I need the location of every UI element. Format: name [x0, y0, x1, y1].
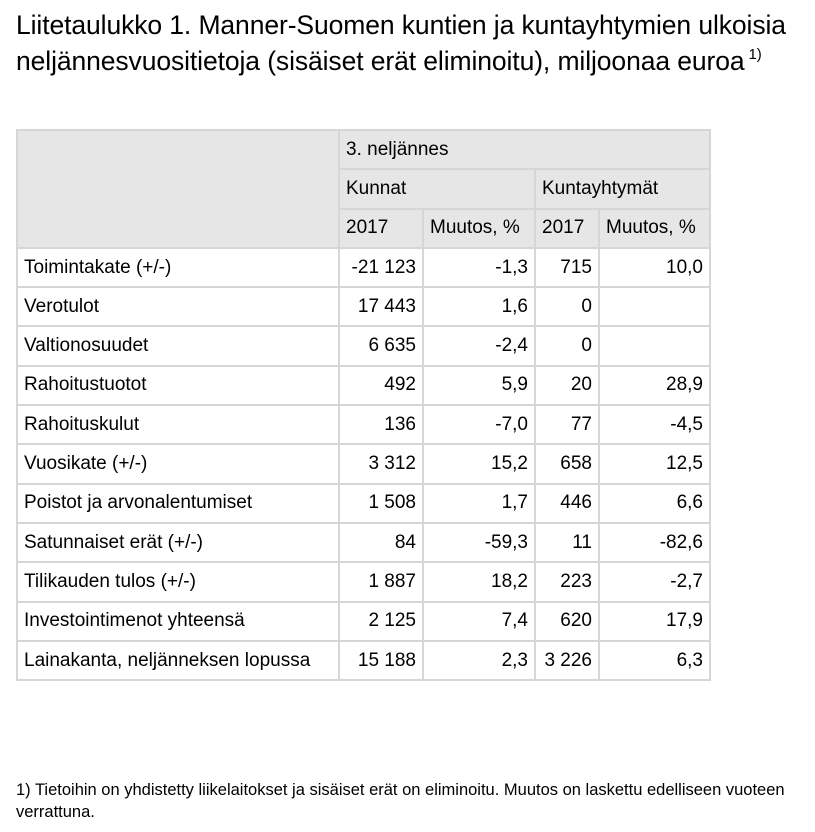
kuntayhtymat-2017-value: 0: [535, 326, 599, 365]
kunnat-2017-value: -21 123: [339, 248, 423, 287]
kuntayhtymat-change-value: 17,9: [599, 602, 710, 641]
kuntayhtymat-change-value: [599, 326, 710, 365]
kunnat-change-value: -59,3: [423, 523, 535, 562]
table-row: [17, 602, 710, 641]
kuntayhtymat-change-value: 12,5: [599, 444, 710, 483]
kuntayhtymat-change-value: 28,9: [599, 366, 710, 405]
row-label: Toimintakate (+/-): [17, 248, 339, 287]
kuntayhtymat-2017-value: 0: [535, 287, 599, 326]
kuntayhtymat-change-value: -4,5: [599, 405, 710, 444]
header-row-quarter: [17, 130, 710, 169]
kunnat-change-value: 18,2: [423, 562, 535, 601]
row-label: Rahoitustuotot: [17, 366, 339, 405]
row-label: Valtionosuudet: [17, 326, 339, 365]
table-row: [17, 405, 710, 444]
kunnat-2017-value: 136: [339, 405, 423, 444]
page-title-text: Liitetaulukko 1. Manner-Suomen kuntien ja kuntayhtymien ulkoisia neljännesvuositietoja (sisäiset erät eliminoitu), miljoonaa euroa: [16, 10, 786, 76]
row-label: Satunnaiset erät (+/-): [17, 523, 339, 562]
kuntayhtymat-2017-value: 658: [535, 444, 599, 483]
header-kuntayhtymat-change: Muutos, %: [599, 209, 710, 248]
kunnat-change-value: 1,6: [423, 287, 535, 326]
header-kuntayhtymat-year: 2017: [535, 209, 599, 248]
kunnat-change-value: -7,0: [423, 405, 535, 444]
table-row: [17, 287, 710, 326]
table-header: [17, 130, 710, 248]
kunnat-change-value: 7,4: [423, 602, 535, 641]
kuntayhtymat-2017-value: 20: [535, 366, 599, 405]
kunnat-change-value: 5,9: [423, 366, 535, 405]
kuntayhtymat-change-value: 6,3: [599, 641, 710, 680]
header-group-kunnat: Kunnat: [339, 169, 535, 208]
page-title: [16, 8, 811, 79]
kuntayhtymat-change-value: 10,0: [599, 248, 710, 287]
header-kunnat-year: 2017: [339, 209, 423, 248]
table-row: [17, 248, 710, 287]
table-row: [17, 523, 710, 562]
kunnat-2017-value: 6 635: [339, 326, 423, 365]
kuntayhtymat-2017-value: 715: [535, 248, 599, 287]
kuntayhtymat-change-value: -82,6: [599, 523, 710, 562]
kunnat-change-value: 15,2: [423, 444, 535, 483]
kunnat-2017-value: 492: [339, 366, 423, 405]
footnote-reference: 1): [748, 45, 762, 63]
kuntayhtymat-2017-value: 77: [535, 405, 599, 444]
kunnat-change-value: 1,7: [423, 484, 535, 523]
kunnat-2017-value: 17 443: [339, 287, 423, 326]
header-group-kuntayhtymat: Kuntayhtymät: [535, 169, 710, 208]
table-body: [17, 248, 710, 680]
kunnat-2017-value: 15 188: [339, 641, 423, 680]
kunnat-2017-value: 84: [339, 523, 423, 562]
kuntayhtymat-change-value: 6,6: [599, 484, 710, 523]
row-label: Poistot ja arvonalentumiset: [17, 484, 339, 523]
header-corner-cell: [17, 130, 339, 248]
header-quarter: 3. neljännes: [339, 130, 710, 169]
table-row: [17, 326, 710, 365]
table-row: [17, 444, 710, 483]
kunnat-2017-value: 3 312: [339, 444, 423, 483]
row-label: Investointimenot yhteensä: [17, 602, 339, 641]
kunnat-2017-value: 1 508: [339, 484, 423, 523]
row-label: Lainakanta, neljänneksen lopussa: [17, 641, 339, 680]
statistics-table: [16, 129, 711, 681]
kuntayhtymat-2017-value: 620: [535, 602, 599, 641]
footnote: 1) Tietoihin on yhdistetty liikelaitokset ja sisäiset erät on eliminoitu. Muutos on laskettu edelliseen vuoteen verrattuna.: [16, 781, 785, 821]
header-kunnat-change: Muutos, %: [423, 209, 535, 248]
kuntayhtymat-2017-value: 446: [535, 484, 599, 523]
kunnat-2017-value: 2 125: [339, 602, 423, 641]
table-row: [17, 641, 710, 680]
table-row: [17, 484, 710, 523]
table-row: [17, 366, 710, 405]
kunnat-change-value: 2,3: [423, 641, 535, 680]
row-label: Rahoituskulut: [17, 405, 339, 444]
kuntayhtymat-2017-value: 11: [535, 523, 599, 562]
kunnat-change-value: -2,4: [423, 326, 535, 365]
row-label: Tilikauden tulos (+/-): [17, 562, 339, 601]
row-label: Verotulot: [17, 287, 339, 326]
row-label: Vuosikate (+/-): [17, 444, 339, 483]
kunnat-change-value: -1,3: [423, 248, 535, 287]
kuntayhtymat-2017-value: 223: [535, 562, 599, 601]
kuntayhtymat-change-value: [599, 287, 710, 326]
kuntayhtymat-2017-value: 3 226: [535, 641, 599, 680]
table-row: [17, 562, 710, 601]
kunnat-2017-value: 1 887: [339, 562, 423, 601]
kuntayhtymat-change-value: -2,7: [599, 562, 710, 601]
